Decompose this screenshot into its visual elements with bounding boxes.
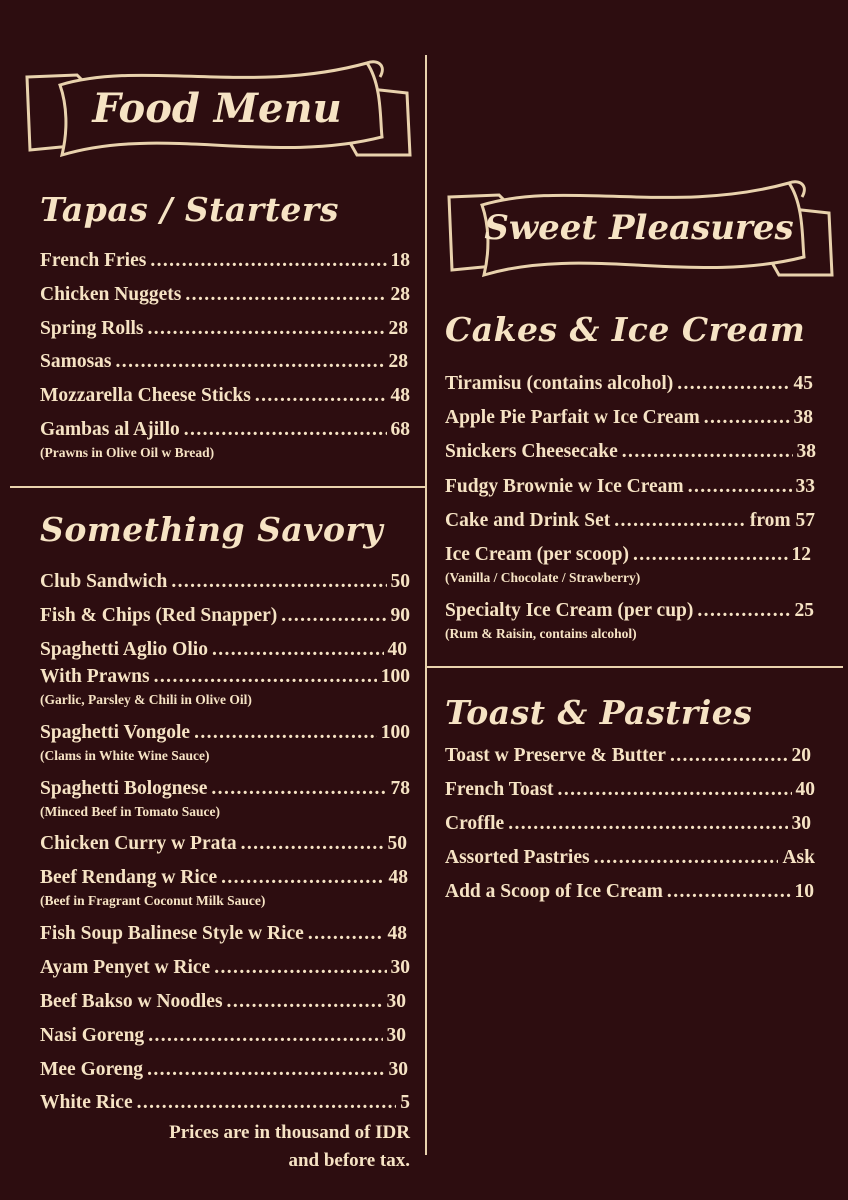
item-price: 68 [390, 419, 410, 440]
item-name: White Rice [40, 1092, 133, 1113]
leader-dots [255, 385, 387, 407]
item-price: 78 [390, 778, 410, 799]
item-name: With Prawns [40, 666, 150, 687]
leader-dots [308, 923, 384, 945]
leader-dots [214, 957, 386, 979]
menu-item [40, 923, 407, 945]
leader-dots [622, 441, 793, 463]
leader-dots [116, 351, 385, 373]
menu-item [445, 881, 814, 903]
item-name: Spaghetti Vongole [40, 722, 191, 743]
item-price: 48 [390, 385, 410, 406]
item-name: Ayam Penyet w Rice [40, 957, 211, 978]
leader-dots [171, 571, 386, 593]
menu-item [40, 250, 410, 272]
item-note: (Vanilla / Chocolate / Strawberry) [445, 570, 641, 585]
item-price: 25 [794, 600, 814, 621]
section-heading-toast: Toast & Pastries [445, 693, 753, 732]
banner-title-left: Food Menu [92, 85, 342, 132]
leader-dots [281, 605, 386, 627]
item-price: 28 [388, 318, 408, 339]
item-name: French Toast [445, 779, 554, 800]
item-note: (Prawns in Olive Oil w Bread) [40, 445, 215, 460]
item-price: 40 [795, 779, 815, 800]
item-price: 30 [390, 957, 410, 978]
item-name: Cake and Drink Set [445, 510, 611, 531]
footer-note-line2: and before tax. [288, 1150, 410, 1171]
menu-item [40, 571, 410, 593]
vertical-divider [425, 55, 427, 1155]
item-price: from 57 [749, 510, 815, 531]
menu-item [445, 373, 813, 395]
leader-dots [697, 600, 790, 622]
leader-dots [227, 991, 383, 1013]
item-price: 48 [388, 867, 408, 888]
menu-item [40, 778, 410, 800]
section-heading-savory: Something Savory [40, 510, 384, 549]
item-name: Club Sandwich [40, 571, 168, 592]
item-price: 50 [390, 571, 410, 592]
menu-item [40, 284, 410, 306]
food-menu-banner [22, 55, 412, 160]
item-note: (Minced Beef in Tomato Sauce) [40, 804, 220, 819]
menu-item [445, 407, 813, 429]
leader-dots [241, 833, 384, 855]
item-price: Ask [782, 847, 815, 868]
item-note: (Rum & Raisin, contains alcohol) [445, 626, 637, 641]
item-name: Chicken Curry w Prata [40, 833, 237, 854]
item-name: Apple Pie Parfait w Ice Cream [445, 407, 700, 428]
leader-dots [148, 1025, 382, 1047]
menu-item [40, 419, 410, 441]
item-name: Croffle [445, 813, 505, 834]
item-name: Spaghetti Aglio Olio [40, 639, 208, 660]
menu-item [40, 666, 410, 688]
item-note: (Clams in White Wine Sauce) [40, 748, 210, 763]
menu-item [445, 476, 815, 498]
left-horizontal-divider [10, 486, 426, 488]
item-name: Add a Scoop of Ice Cream [445, 881, 663, 902]
item-price: 20 [791, 745, 811, 766]
item-name: Toast w Preserve & Butter [445, 745, 666, 766]
footer-note-line1: Prices are in thousand of IDR [169, 1122, 410, 1143]
menu-item [40, 351, 408, 373]
item-price: 12 [791, 544, 811, 565]
leader-dots [688, 476, 792, 498]
item-price: 38 [793, 407, 813, 428]
item-name: Gambas al Ajillo [40, 419, 180, 440]
leader-dots [184, 419, 387, 441]
menu-item [40, 1092, 410, 1114]
item-price: 33 [795, 476, 815, 497]
item-price: 30 [388, 1059, 408, 1080]
item-price: 10 [794, 881, 814, 902]
item-name: Snickers Cheesecake [445, 441, 618, 462]
item-price: 40 [387, 639, 407, 660]
leader-dots [150, 250, 386, 272]
item-name: Fish & Chips (Red Snapper) [40, 605, 278, 626]
item-price: 48 [387, 923, 407, 944]
leader-dots [508, 813, 787, 835]
item-price: 5 [400, 1092, 410, 1113]
item-name: Mozzarella Cheese Sticks [40, 385, 251, 406]
section-heading-cakes: Cakes & Ice Cream [445, 310, 806, 349]
item-name: Tiramisu (contains alcohol) [445, 373, 674, 394]
menu-item [40, 605, 410, 627]
leader-dots [221, 867, 384, 889]
menu-item [445, 779, 815, 801]
item-price: 30 [386, 1025, 406, 1046]
item-price: 30 [386, 991, 406, 1012]
item-name: Assorted Pastries [445, 847, 590, 868]
item-price: 45 [793, 373, 813, 394]
item-name: Beef Bakso w Noodles [40, 991, 223, 1012]
menu-item [445, 510, 815, 532]
leader-dots [137, 1092, 397, 1114]
menu-item [40, 1059, 408, 1081]
item-name: Fish Soup Balinese Style w Rice [40, 923, 304, 944]
menu-item [40, 318, 408, 340]
item-name: Mee Goreng [40, 1059, 144, 1080]
item-price: 30 [791, 813, 811, 834]
item-name: French Fries [40, 250, 147, 271]
right-horizontal-divider [427, 666, 843, 668]
menu-item [445, 600, 814, 622]
item-note: (Beef in Fragrant Coconut Milk Sauce) [40, 893, 266, 908]
leader-dots [148, 318, 385, 340]
menu-item [445, 441, 816, 463]
menu-item [445, 745, 811, 767]
item-name: Beef Rendang w Rice [40, 867, 218, 888]
menu-item [40, 991, 406, 1013]
section-heading-tapas: Tapas / Starters [40, 190, 339, 229]
item-name: Spring Rolls [40, 318, 144, 339]
leader-dots [212, 639, 384, 661]
menu-item [445, 544, 811, 566]
menu-item [40, 833, 407, 855]
banner-title-right: Sweet Pleasures [484, 208, 794, 248]
menu-item [40, 1025, 406, 1047]
item-price: 28 [390, 284, 410, 305]
item-name: Specialty Ice Cream (per cup) [445, 600, 694, 621]
item-name: Spaghetti Bolognese [40, 778, 208, 799]
leader-dots [147, 1059, 384, 1081]
leader-dots [670, 745, 788, 767]
leader-dots [677, 373, 789, 395]
leader-dots [614, 510, 746, 532]
menu-item [40, 639, 407, 661]
leader-dots [194, 722, 377, 744]
leader-dots [704, 407, 790, 429]
item-name: Ice Cream (per scoop) [445, 544, 629, 565]
item-price: 28 [388, 351, 408, 372]
leader-dots [594, 847, 779, 869]
leader-dots [154, 666, 377, 688]
item-price: 100 [380, 666, 410, 687]
item-note: (Garlic, Parsley & Chili in Olive Oil) [40, 692, 252, 707]
item-name: Nasi Goreng [40, 1025, 145, 1046]
menu-item [40, 867, 408, 889]
item-price: 38 [796, 441, 816, 462]
menu-item [445, 847, 815, 869]
leader-dots [185, 284, 386, 306]
item-price: 100 [380, 722, 410, 743]
sweet-pleasures-banner [444, 175, 834, 280]
menu-item [40, 957, 410, 979]
item-price: 50 [387, 833, 407, 854]
leader-dots [633, 544, 788, 566]
leader-dots [667, 881, 791, 903]
menu-item [40, 385, 410, 407]
item-price: 18 [390, 250, 410, 271]
item-name: Samosas [40, 351, 112, 372]
menu-item [445, 813, 811, 835]
menu-item [40, 722, 410, 744]
leader-dots [211, 778, 386, 800]
item-name: Fudgy Brownie w Ice Cream [445, 476, 684, 497]
item-price: 90 [390, 605, 410, 626]
leader-dots [558, 779, 792, 801]
item-name: Chicken Nuggets [40, 284, 182, 305]
